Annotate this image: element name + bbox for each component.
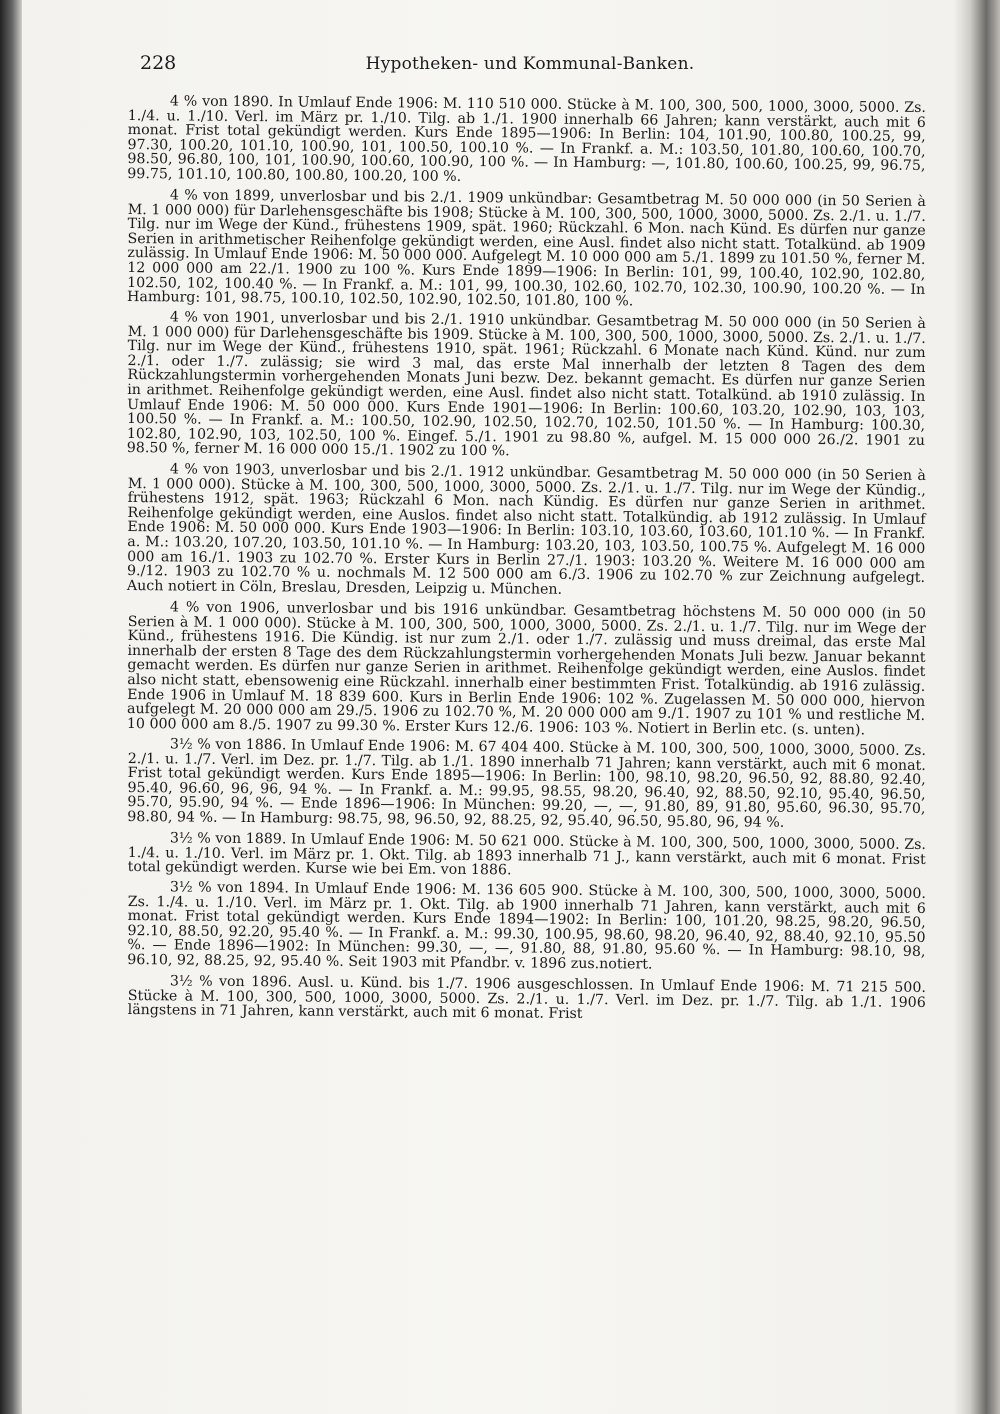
- bond-entry-3-5pct-1886: 3½ % von 1886. In Umlauf Ende 1906: M. 67 404 400. Stücke à M. 100, 300, 500, 1000, 3000, 5000. Zs. 2./1. u. 1./7. Verl. im Dez. pr. 1./7. Tilg. ab 1./1. 1890 innerhalb 71 Jahren; kann verstärkt, auch mit 6 monat. Frist total gekündigt werden. Kurs Ende 1895—1906: In Berlin: 100, 98.10, 98.20, 96.50, 92, 88.80, 92.40, 95.40, 96.60, 96, 96, 94 %. — In Frankf. a. M.: 99.95, 98.55, 98.20, 96.40, 92, 88.50, 92.10, 95.40, 96.50, 95.70, 95.90, 94 %. — Ende 1896—1906: In München: 99.20, —, —, 91.80, 89, 91.80, 95.60, 96.30, 95.70, 98.80, 94 %. — In Hamburg: 98.75, 98, 96.50, 92, 88.25, 92, 95.40, 96.50, 95.80, 96, 94 %.: [127, 736, 926, 831]
- bond-entry-3-5pct-1894: 3½ % von 1894. In Umlauf Ende 1906: M. 136 605 900. Stücke à M. 100, 300, 500, 1000, 3000, 5000. Zs. 1./4. u. 1./10. Verl. im März pr. 1. Okt. Tilg. ab 1900 innerhalb 71 Jahren, kann verstärkt, auch mit 6 monat. Frist total gekündigt werden. Kurs Ende 1894—1902: In Berlin: 100, 101.20, 98.25, 98.20, 96.50, 92.10, 88.50, 92.20, 95.40 %. — In Frankf. a. M.: 99.30, 100.95, 98.60, 98.20, 96.40, 92, 88.40, 92.10, 95.50 %. — Ende 1896—1902: In München: 99.30, —, —, 91.80, 88, 91.80, 95.60 %. — In Hamburg: 98.10, 98, 96.10, 92, 88.25, 92, 95.40 %. Seit 1903 mit Pfandbr. v. 1896 zus.notiert.: [127, 879, 926, 973]
- page-edge-shadow: [954, 0, 1000, 1414]
- page-body: [128, 94, 926, 1024]
- running-title: Hypotheken- und Kommunal-Banken.: [365, 54, 695, 74]
- page-number: 228: [140, 52, 177, 74]
- page-header: [140, 52, 920, 78]
- bond-entry-4pct-1901: 4 % von 1901, unverlosbar und bis 2./1. 1910 unkündbar. Gesamtbetrag M. 50 000 000 (in 50 Serien à M. 1 000 000) für Darlehensgeschäfte bis 1909. Stücke à M. 100, 300, 500, 1000, 3000, 5000. Zs. 2./1. u. 1./7. Tilg. nur im Wege der Künd., frühestens 1910, spät. 1961; Rückzahl. 6 Monate nach Künd. Künd. nur zum 2./1. oder 1./7. zulässig; sie wird 3 mal, das erste Mal innerhalb der letzten 8 Tagen des dem Rückzahlungstermin vorhergehenden Monats Juni bezw. Dez. bekannt gemacht. Es dürfen nur ganze Serien in arithmet. Reihenfolge gekündigt werden, eine Ausl. findet also nicht statt. Totalkünd. ab 1910 zulässig. In Umlauf Ende 1906: M. 50 000 000. Kurs Ende 1901—1906: In Berlin: 100.60, 103.20, 102.90, 103, 103, 100.50 %. — In Frankf. a. M.: 100.50, 102.90, 102.50, 102.70, 102.50, 101.50 %. — In Hamburg: 100.30, 102.80, 102.90, 103, 102.50, 100 %. Eingef. 5./1. 1901 zu 98.80 %, aufgel. M. 15 000 000 26./2. 1901 zu 98.50 %, ferner M. 16 000 000 15./1. 1902 zu 100 %.: [126, 309, 926, 460]
- book-binding-shadow: [0, 0, 22, 1414]
- bond-entry-3-5pct-1889: 3½ % von 1889. In Umlauf Ende 1906: M. 50 621 000. Stücke à M. 100, 300, 500, 1000, 3000, 5000. Zs. 1./4. u. 1./10. Verl. im März pr. 1. Okt. Tilg. ab 1893 innerhalb 71 J., kann verstärkt, auch mit 6 monat. Frist total gekündigt werden. Kurse wie bei Em. von 1886.: [127, 829, 926, 879]
- bond-entry-4pct-1903: 4 % von 1903, unverlosbar und bis 2./1. 1912 unkündbar. Gesamtbetrag M. 50 000 000 (in 50 Serien à M. 1 000 000). Stücke à M. 100, 300, 500, 1000, 3000, 5000. Zs. 2./1. u. 1./7. Tilg. nur im Wege der Kündig., frühestens 1912, spät. 1963; Rückzahl 6 Mon. nach Kündig. Es dürfen nur ganze Serien in arithmet. Reihenfolge gekündigt werden, eine Auslos. findet also nicht statt. Totalkündig. ab 1912 zulässig. In Umlauf Ende 1906: M. 50 000 000. Kurs Ende 1903—1906: In Berlin: 103.10, 103.60, 103.60, 101.10 %. — In Frankf. a. M.: 103.20, 107.20, 103.50, 101.10 %. — In Hamburg: 103.20, 103, 103.50, 100.75 %. Aufgelegt M. 16 000 000 am 16./1. 1903 zu 102.70 %. Erster Kurs in Berlin 27./1. 1903: 103.20 %. Weitere M. 16 000 000 am 9./12. 1903 zu 102.70 % u. nochmals M. 12 500 000 am 6./3. 1906 zu 102.70 % zur Zeichnung aufgelegt. Auch notiert in Cöln, Breslau, Dresden, Leipzig u. München.: [126, 461, 926, 598]
- bond-entry-4pct-1906: 4 % von 1906, unverlosbar und bis 1916 unkündbar. Gesamtbetrag höchstens M. 50 000 000 (in 50 Serien à M. 1 000 000). Stücke à M. 100, 300, 500, 1000, 3000, 5000. Zs. 2./1. u. 1./7. Tilg. nur im Wege der Künd., frühestens 1916. Die Kündig. ist nur zum 2./1. oder 1./7. zulässig und muss dreimal, das erste Mal innerhalb der ersten 8 Tage des dem Rückzahlungstermin vorhergehenden Monats Juli bezw. Januar bekannt gemacht werden. Es dürfen nur ganze Serien in arithmet. Reihenfolge gekündigt werden, eine Auslos. findet also nicht statt, ebensowenig eine Rückzahl. innerhalb einer bestimmten Frist. Totalkündig. ab 1916 zulässig. Ende 1906 in Umlauf M. 18 839 600. Kurs in Berlin Ende 1906: 102 %. Zugelassen M. 50 000 000, hiervon aufgelegt M. 20 000 000 am 29./5. 1906 zu 102.70 %, M. 20 000 000 am 9./1. 1907 zu 101 % und restliche M. 10 000 000 am 8./5. 1907 zu 99.30 %. Erster Kurs 12./6. 1906: 103 %. Notiert in Berlin etc. (s. unten).: [126, 598, 926, 738]
- bond-entry-4pct-1899: 4 % von 1899, unverlosbar und bis 2./1. 1909 unkündbar: Gesamtbetrag M. 50 000 000 (in 50 Serien à M. 1 000 000) für Darlehensgeschäfte bis 1908; Stücke à M. 100, 300, 500, 1000, 3000, 5000. Zs. 2./1. u. 1./7. Tilg. nur im Wege der Künd., frühestens 1909, spät. 1960; Rückzahl. 6 Mon. nach Künd. Es dürfen nur ganze Serien in arithmetischer Reihenfolge gekündigt werden, eine Ausl. findet also nicht statt. Totalkünd. ab 1909 zulässig. In Umlauf Ende 1906: M. 50 000 000. Aufgelegt M. 10 000 000 am 5./1. 1899 zu 101.50 %, ferner M. 12 000 000 am 22./1. 1900 zu 100 %. Kurs Ende 1899—1906: In Berlin: 101, 99, 100.40, 102.90, 102.80, 102.50, 102, 100.40 %. — In Frankf. a. M.: 101, 99, 100.30, 102.60, 102.70, 102.30, 100.90, 100.20 %. — In Hamburg: 101, 98.75, 100.10, 102.50, 102.90, 102.50, 101.80, 100 %.: [126, 186, 926, 310]
- bond-entry-3-5pct-1896: 3½ % von 1896. Ausl. u. Künd. bis 1./7. 1906 ausgeschlossen. In Umlauf Ende 1906: M. 71 215 500. Stücke à M. 100, 300, 500, 1000, 3000, 5000. Zs. 2./1. u. 1./7. Verl. im Dez. pr. 1./7. Tilg. ab 1./1. 1906 längstens in 71 Jahren, kann verstärkt, auch mit 6 monat. Frist: [127, 973, 926, 1022]
- bond-entry-4pct-1890: 4 % von 1890. In Umlauf Ende 1906: M. 110 510 000. Stücke à M. 100, 300, 500, 1000, 3000, 5000. Zs. 1./4. u. 1./10. Verl. im März pr. 1./10. Tilg. ab 1./1. 1900 innerhalb 66 Jahren; kann verstärkt, auch mit 6 monat. Frist total gekündigt werden. Kurs Ende 1895—1906: In Berlin: 104, 101.90, 100.80, 100.25, 99, 97.30, 100.20, 101.10, 100.90, 101, 100.50, 100.10 %. — In Frankf. a. M.: 103.50, 101.80, 100.60, 100.70, 98.50, 96.80, 100, 101, 100.90, 100.60, 100.90, 100 %. — In Hamburg: —, 101.80, 100.60, 100.25, 99, 96.75, 99.75, 101.10, 100.80, 100.80, 100.20, 100 %.: [127, 93, 926, 185]
